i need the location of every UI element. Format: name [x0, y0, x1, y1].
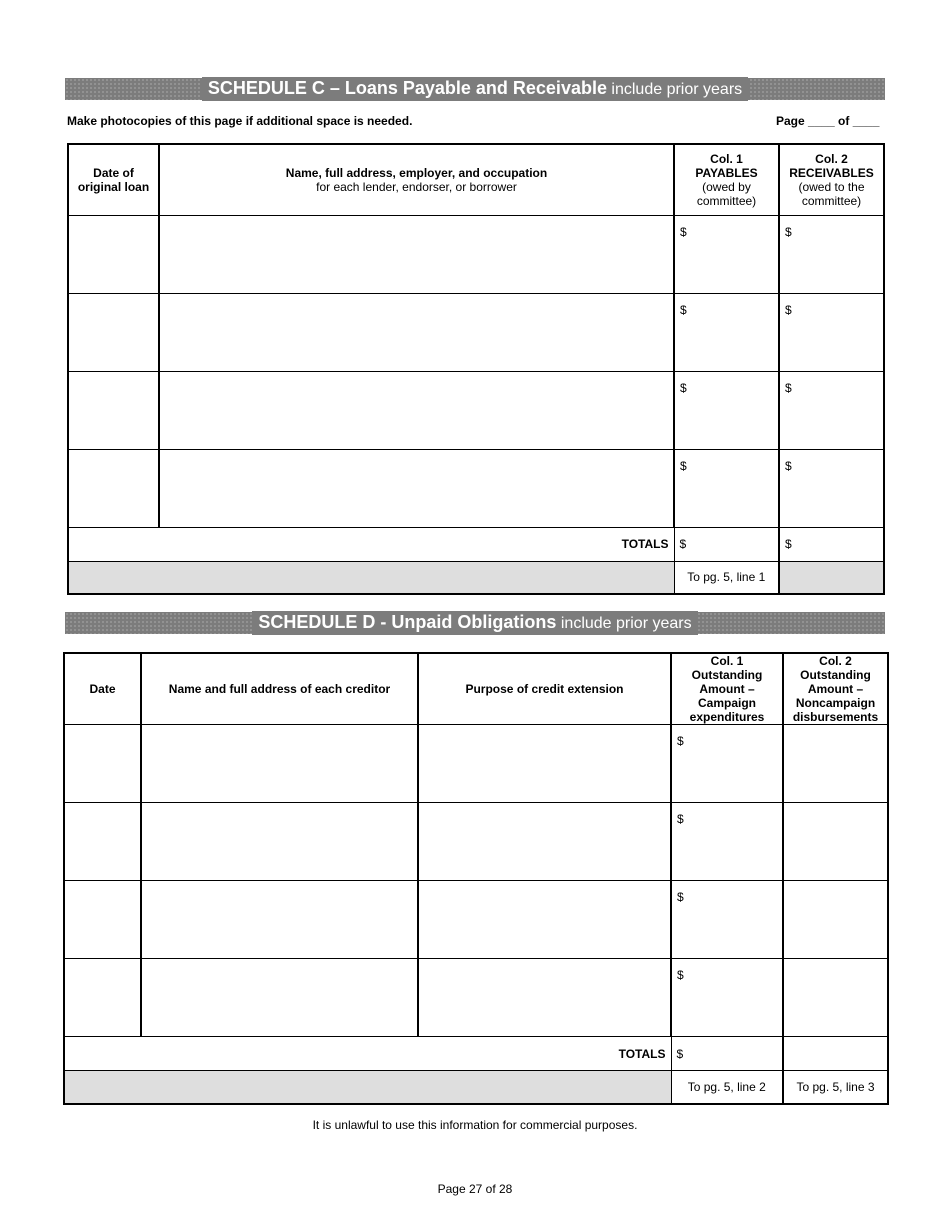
- receivables-cell[interactable]: $: [779, 371, 884, 449]
- creditor-cell[interactable]: [141, 959, 418, 1037]
- noncampaign-amount-cell[interactable]: [783, 803, 888, 881]
- totals-row: [68, 527, 884, 561]
- schedule-c-header-row: [68, 144, 884, 215]
- table-row: [64, 725, 888, 803]
- shaded-cell: [68, 561, 674, 594]
- date-cell[interactable]: [68, 371, 159, 449]
- purpose-cell[interactable]: [418, 959, 671, 1037]
- page-number: Page 27 of 28: [437, 1182, 513, 1196]
- header-creditor: Name and full address of each creditor: [141, 653, 418, 725]
- noncampaign-amount-cell[interactable]: [783, 725, 888, 803]
- name-address-cell[interactable]: [159, 449, 674, 527]
- payables-cell[interactable]: $: [674, 215, 779, 293]
- table-row: [68, 449, 884, 527]
- date-cell[interactable]: [68, 449, 159, 527]
- payables-cell[interactable]: $: [674, 449, 779, 527]
- schedule-c-title-bar: [65, 78, 885, 100]
- to-page-line2: To pg. 5, line 2: [671, 1071, 783, 1104]
- header-date-of-original-loan: Date of original loan: [68, 144, 159, 215]
- purpose-cell[interactable]: [418, 725, 671, 803]
- date-cell[interactable]: [64, 803, 141, 881]
- noncampaign-amount-cell[interactable]: [783, 881, 888, 959]
- campaign-amount-cell[interactable]: $: [671, 959, 783, 1037]
- name-address-cell[interactable]: [159, 215, 674, 293]
- name-address-cell[interactable]: [159, 371, 674, 449]
- totals-row: [64, 1037, 888, 1071]
- payables-cell[interactable]: $: [674, 293, 779, 371]
- unlawful-notice: It is unlawful to use this information for commercial purposes.: [312, 1118, 638, 1132]
- creditor-cell[interactable]: [141, 725, 418, 803]
- purpose-cell[interactable]: [418, 803, 671, 881]
- totals-label: TOTALS: [64, 1037, 671, 1071]
- payables-cell[interactable]: $: [674, 371, 779, 449]
- campaign-total-cell[interactable]: $: [671, 1037, 783, 1071]
- schedule-d-title-bar: [65, 612, 885, 634]
- date-cell[interactable]: [64, 959, 141, 1037]
- date-cell[interactable]: [68, 293, 159, 371]
- campaign-amount-cell[interactable]: $: [671, 803, 783, 881]
- payables-total-cell[interactable]: $: [674, 527, 779, 561]
- schedule-c-table: [67, 143, 885, 595]
- table-row: [68, 293, 884, 371]
- schedule-d-header-row: [64, 653, 888, 725]
- table-row: [64, 881, 888, 959]
- receivables-total-cell[interactable]: $: [779, 527, 884, 561]
- date-cell[interactable]: [64, 881, 141, 959]
- photocopy-note: Make photocopies of this page if additional space is needed.: [67, 114, 413, 128]
- creditor-cell[interactable]: [141, 881, 418, 959]
- header-col1-payables: Col. 1 PAYABLES (owed by committee): [674, 144, 779, 215]
- shaded-cell: [64, 1071, 671, 1104]
- shaded-cell: [779, 561, 884, 594]
- schedule-c-title: SCHEDULE C – Loans Payable and Receivable include prior years: [202, 77, 748, 101]
- table-row: [64, 803, 888, 881]
- transfer-row: [64, 1071, 888, 1104]
- schedule-d-table: [63, 652, 889, 1105]
- name-address-cell[interactable]: [159, 293, 674, 371]
- campaign-amount-cell[interactable]: $: [671, 881, 783, 959]
- receivables-cell[interactable]: $: [779, 215, 884, 293]
- campaign-amount-cell[interactable]: $: [671, 725, 783, 803]
- date-cell[interactable]: [68, 215, 159, 293]
- header-purpose: Purpose of credit extension: [418, 653, 671, 725]
- creditor-cell[interactable]: [141, 803, 418, 881]
- noncampaign-total-cell[interactable]: [783, 1037, 888, 1071]
- receivables-cell[interactable]: $: [779, 293, 884, 371]
- header-col2-noncampaign: Col. 2 Outstanding Amount – Noncampaign disbursements: [783, 653, 888, 725]
- date-cell[interactable]: [64, 725, 141, 803]
- page-of-field: Page ____ of ____: [776, 114, 880, 128]
- to-page-line1: To pg. 5, line 1: [674, 561, 779, 594]
- totals-label: TOTALS: [68, 527, 674, 561]
- header-date: Date: [64, 653, 141, 725]
- header-col2-receivables: Col. 2 RECEIVABLES (owed to the committee): [779, 144, 884, 215]
- transfer-row: [68, 561, 884, 594]
- header-name-address: Name, full address, employer, and occupation for each lender, endorser, or borrower: [159, 144, 674, 215]
- header-col1-campaign: Col. 1 Outstanding Amount – Campaign expenditures: [671, 653, 783, 725]
- to-page-line3: To pg. 5, line 3: [783, 1071, 888, 1104]
- receivables-cell[interactable]: $: [779, 449, 884, 527]
- table-row: [68, 215, 884, 293]
- table-row: [68, 371, 884, 449]
- noncampaign-amount-cell[interactable]: [783, 959, 888, 1037]
- table-row: [64, 959, 888, 1037]
- purpose-cell[interactable]: [418, 881, 671, 959]
- schedule-d-title: SCHEDULE D - Unpaid Obligations include prior years: [252, 611, 697, 635]
